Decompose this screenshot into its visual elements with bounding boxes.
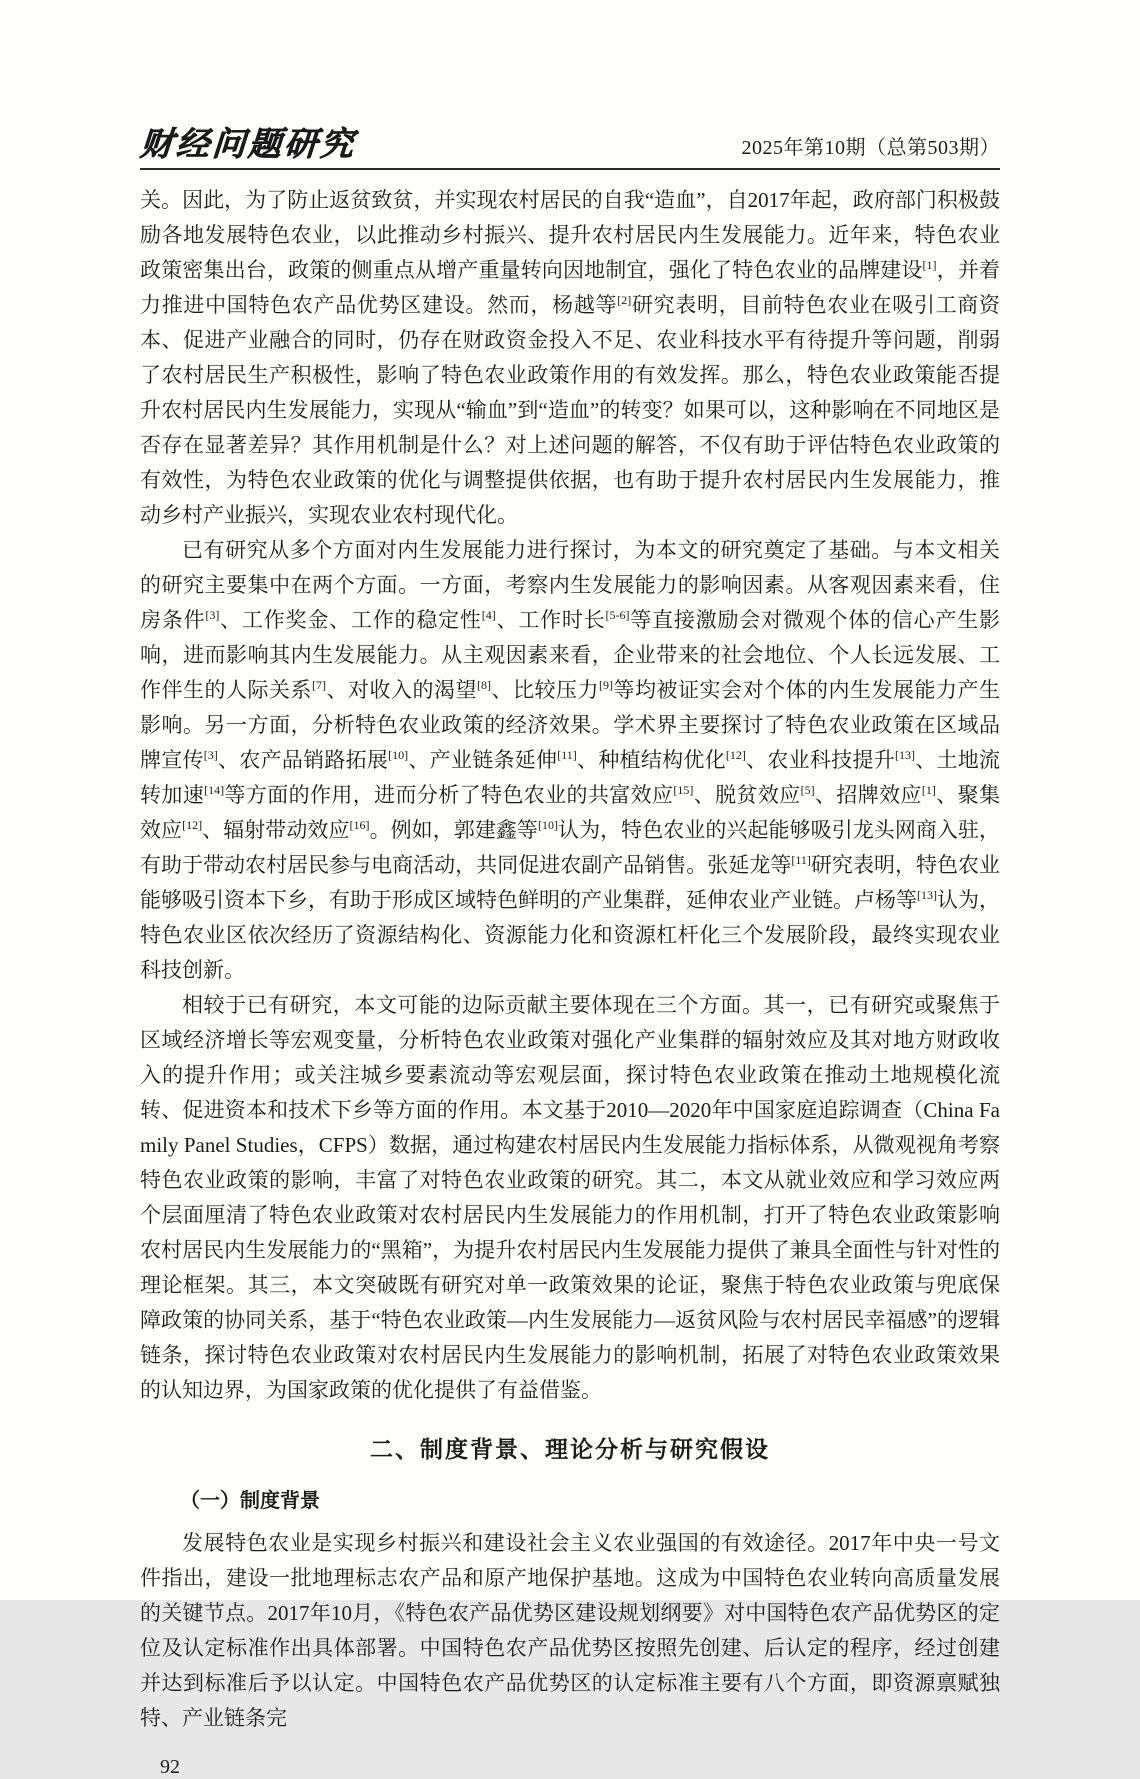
text-run: 、产业链条延伸	[408, 748, 558, 773]
text-run: 、工作时长	[495, 608, 606, 633]
text-run: 研究表明，特色农业能够吸引资本下乡，有助于形成区域特色鲜明的产业集群，延伸农业产业链。卢杨等	[140, 853, 1001, 913]
citation-ref: [1]	[922, 258, 937, 273]
paragraph	[140, 533, 1000, 988]
text-run: 关。因此，为了防止返贫致贫，并实现农村居民的自我“造血”，自2017年起，政府部门积极鼓励各地发展特色农业，以此推动乡村振兴、提升农村居民内生发展能力。近年来，特色农业政策密集出台，政策的侧重点从增产重量转向因地制宜，强化了特色农业的品牌建设	[140, 188, 1000, 283]
page-number: 92	[160, 1756, 180, 1779]
citation-ref: [13]	[894, 748, 915, 763]
text-run: 研究表明，目前特色农业在吸引工商资本、促进产业融合的同时，仍存在财政资金投入不足、农业科技水平有待提升等问题，削弱了农村居民生产积极性，影响了特色农业政策作用的有效发挥。那么，特色农业政策能否提升农村居民内生发展能力，实现从“输血”到“造血”的转变？如果可以，这种影响在不同地区是否存在显著差异？其作用机制是什么？对上述问题的解答，不仅有助于评估特色农业政策的有效性，为特色农业政策的优化与调整提供依据，也有助于提升农村居民内生发展能力，推动乡村产业振兴，实现农业农村现代化。	[140, 293, 1001, 528]
citation-ref: [11]	[557, 748, 577, 763]
citation-ref: [10]	[388, 748, 409, 763]
text-run: 、农业科技提升	[745, 748, 895, 773]
citation-ref: [13]	[917, 888, 937, 903]
citation-ref: [4]	[481, 608, 496, 623]
paragraph	[140, 183, 1000, 533]
text-run: 。例如，郭建鑫等	[369, 818, 538, 843]
text-run: 、辐射带动效应	[202, 818, 350, 843]
citation-ref: [10]	[537, 818, 558, 833]
text-run: 、对收入的渴望	[326, 678, 477, 703]
text-run: 、聚集效应	[140, 783, 1000, 843]
issue-info: 2025年第10期（总第503期）	[741, 137, 1000, 160]
text-run: 已有研究从多个方面对内生发展能力进行探讨，为本文的研究奠定了基础。与本文相关的研究主要集中在两个方面。一方面，考察内生发展能力的影响因素。从客观因素来看，住房条件	[140, 538, 1000, 633]
citation-ref: [5-6]	[605, 608, 630, 623]
article-body	[140, 183, 1000, 1736]
text-run: 相较于已有研究，本文可能的边际贡献主要体现在三个方面。其一，已有研究或聚焦于区域经济增长等宏观变量，分析特色农业政策对强化产业集群的辐射效应及其对地方财政收入的提升作用；或关注城乡要素流动等宏观层面，探讨特色农业政策在推动土地规模化流转、促进资本和技术下乡等方面的作用。本文基于2010—2020年中国家庭追踪调查（China Family Panel Studies，CFPS）数据，通过构建农村居民内生发展能力指标体系，从微观视角考察特色农业政策的影响，丰富了对特色农业政策的研究。其二，本文从就业效应和学习效应两个层面厘清了特色农业政策对农村居民内生发展能力的作用机制，打开了特色农业政策影响农村居民内生发展能力的“黑箱”，为提升农村居民内生发展能力提供了兼具全面性与针对性的理论框架。其三，本文突破既有研究对单一政策效果的论证，聚焦于特色农业政策与兜底保障政策的协同关系，基于“特色农业政策—内生发展能力—返贫风险与农村居民幸福感”的逻辑链条，探讨特色农业政策对农村居民内生发展能力的影响机制，拓展了对特色农业政策效果的认知边界，为国家政策的优化提供了有益借鉴。	[140, 993, 1000, 1403]
text-run: 、比较压力	[491, 678, 599, 703]
citation-ref: [14]	[204, 783, 225, 798]
text-run: 认为，特色农业区依次经历了资源结构化、资源能力化和资源杠杆化三个发展阶段，最终实现农业科技创新。	[140, 888, 1000, 983]
text-run: 、招牌效应	[814, 783, 922, 808]
citation-ref: [12]	[725, 748, 746, 763]
citation-ref: [9]	[599, 678, 613, 693]
citation-ref: [12]	[182, 818, 203, 833]
text-run: 、脱贫效应	[693, 783, 801, 808]
paragraph	[140, 1526, 1000, 1736]
paragraph	[140, 988, 1000, 1408]
subsection-heading: （一）制度背景	[180, 1490, 320, 1513]
text-run: 、种植结构优化	[576, 748, 726, 773]
citation-ref: [1]	[921, 783, 936, 798]
citation-ref: [3]	[205, 608, 220, 623]
text-run: ，并着力推进中国特色农产品优势区建设。然而，杨越等	[140, 258, 1000, 318]
citation-ref: [7]	[312, 678, 326, 693]
page-footer	[140, 1756, 1000, 1779]
citation-ref: [5]	[800, 783, 815, 798]
text-run: 、农产品销路拓展	[217, 748, 389, 773]
citation-ref: [2]	[617, 293, 632, 308]
text-run: 发展特色农业是实现乡村振兴和建设社会主义农业强国的有效途径。2017年中央一号文件指出，建设一批地理标志农产品和原产地保护基地。这成为中国特色农业转向高质量发展的关键节点。2017年10月，《特色农产品优势区建设规划纲要》对中国特色农产品优势区的定位及认定标准作出具体部署。中国特色农产品优势区按照先创建、后认定的程序，经过创建并达到标准后予以认定。中国特色农产品优势区的认定标准主要有八个方面，即资源禀赋独特、产业链条完	[140, 1531, 1000, 1731]
journal-logo: 财经问题研究	[138, 124, 358, 163]
text-run: 、土地流转加速	[140, 748, 1001, 808]
text-run: 等方面的作用，进而分析了特色农业的共富效应	[224, 783, 674, 808]
section-heading: 二、制度背景、理论分析与研究假设	[370, 1436, 770, 1463]
text-run: 认为，特色农业的兴起能够吸引龙头网商入驻，有助于带动农村居民参与电商活动，共同促进农副产品销售。张延龙等	[140, 818, 1001, 878]
citation-ref: [15]	[673, 783, 694, 798]
citation-ref: [3]	[203, 748, 218, 763]
citation-ref: [8]	[477, 678, 491, 693]
citation-ref: [11]	[791, 853, 811, 868]
text-run: 等直接激励会对微观个体的信心产生影响，进而影响其内生发展能力。从主观因素来看，企业带来的社会地位、个人长远发展、工作伴生的人际关系	[140, 608, 1001, 703]
citation-ref: [16]	[349, 818, 370, 833]
page-header	[140, 126, 1000, 170]
text-run: 等均被证实会对个体的内生发展能力产生影响。另一方面，分析特色农业政策的经济效果。学术界主要探讨了特色农业政策在区域品牌宣传	[140, 678, 1000, 773]
text-run: 、工作奖金、工作的稳定性	[219, 608, 482, 633]
